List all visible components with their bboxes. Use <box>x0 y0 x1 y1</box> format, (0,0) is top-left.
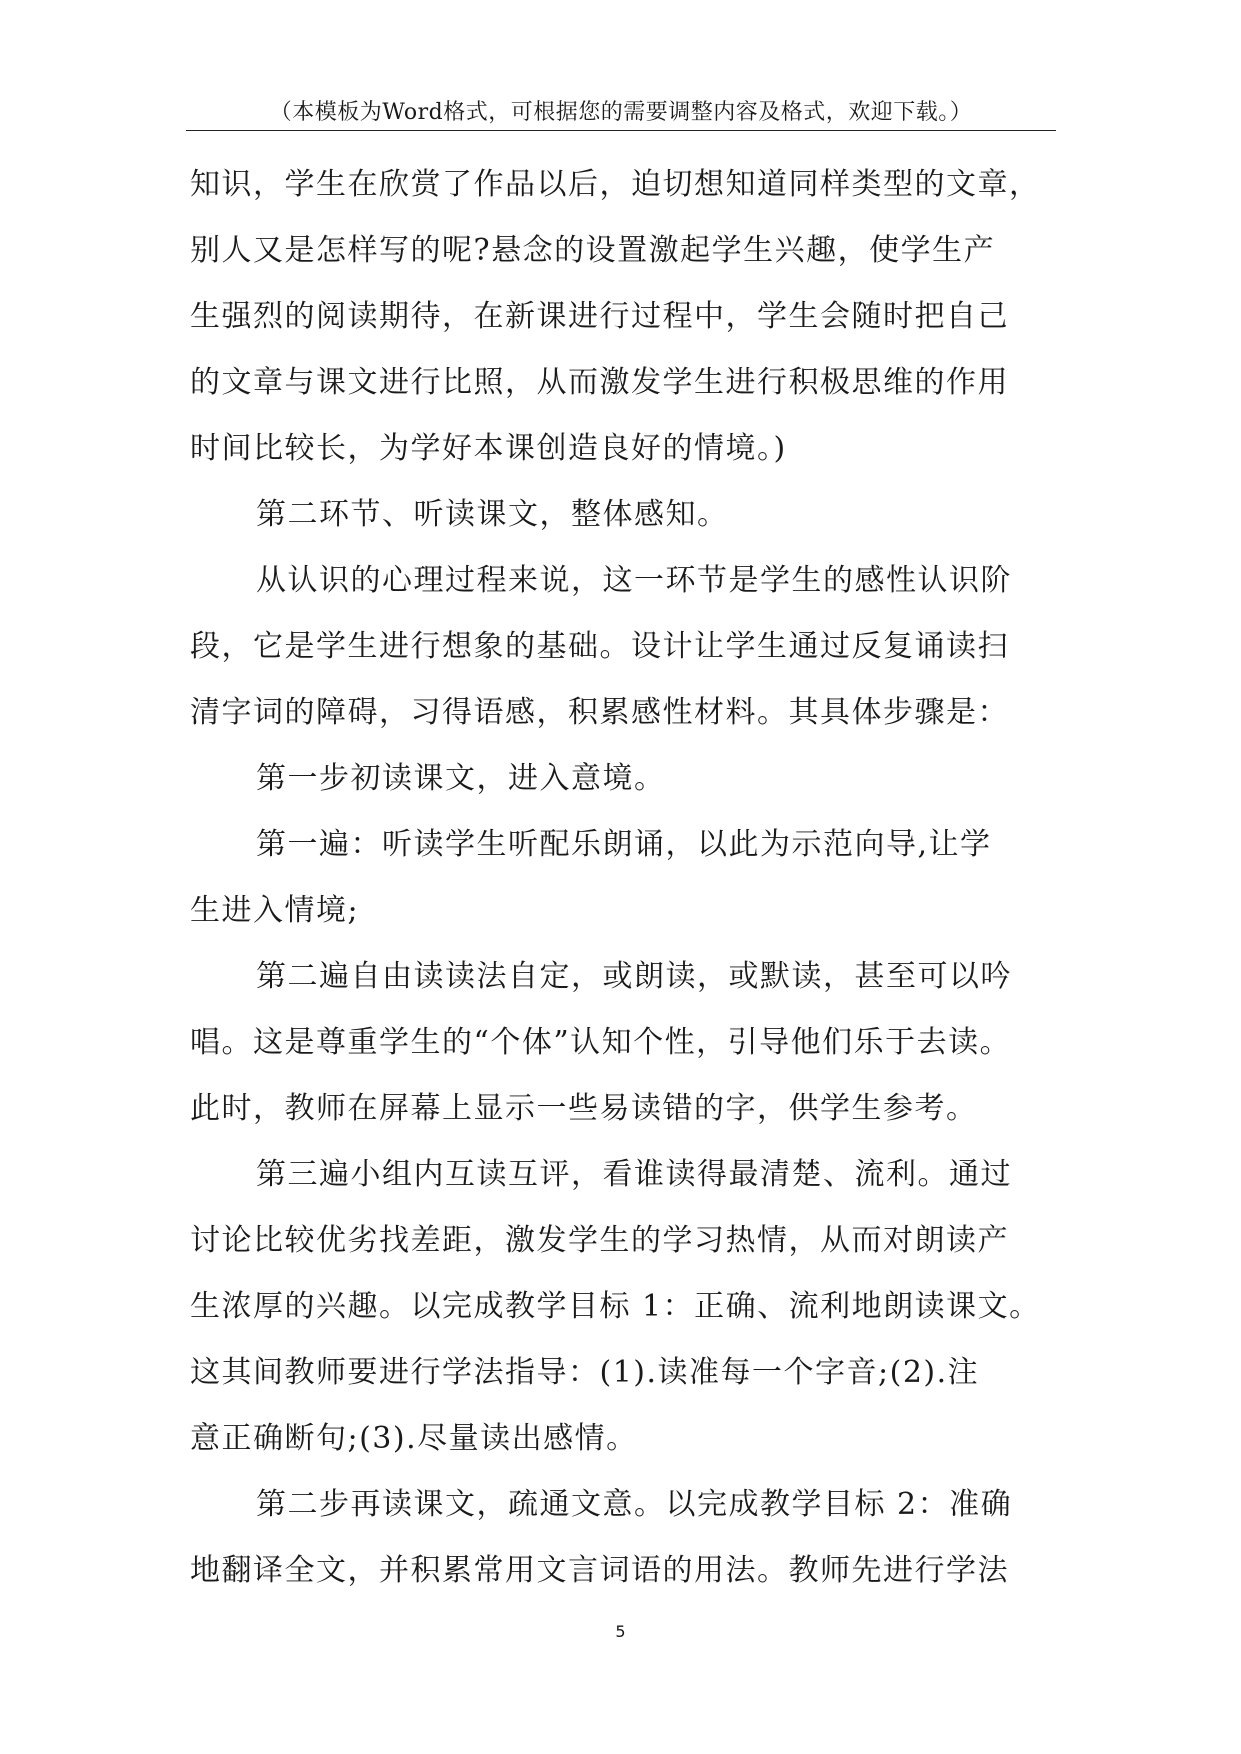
text-line: 时间比较长，为学好本课创造良好的情境。) <box>190 431 787 466</box>
text-line: 生强烈的阅读期待，在新课进行过程中，学生会随时把自己 <box>190 299 1009 334</box>
text-line: 生进入情境; <box>190 893 360 928</box>
text-line: 清字词的障碍，习得语感，积累感性材料。其具体步骤是： <box>190 695 1009 730</box>
text-line: 讨论比较优劣找差距，激发学生的学习热情，从而对朗读产 <box>190 1223 1009 1258</box>
header-divider <box>186 130 1056 131</box>
text-line: 唱。这是尊重学生的“个体”认知个性，引导他们乐于去读。 <box>190 1025 1012 1060</box>
page-header-note: （本模板为Word格式，可根据您的需要调整内容及格式，欢迎下载。） <box>269 100 973 125</box>
document-body <box>190 152 1052 1604</box>
text-line: 第二遍自由读读法自定，或朗读，或默读，甚至可以吟 <box>256 959 1012 994</box>
text-line: 生浓厚的兴趣。以完成教学目标 1：正确、流利地朗读课文。 <box>190 1289 1041 1324</box>
text-line: 意正确断句;(3).尽量读出感情。 <box>190 1421 638 1456</box>
text-line: 知识，学生在欣赏了作品以后，迫切想知道同样类型的文章， <box>190 167 1041 202</box>
text-line: 第二环节、听读课文，整体感知。 <box>256 497 729 532</box>
text-line: 从认识的心理过程来说，这一环节是学生的感性认识阶 <box>256 563 1012 598</box>
text-line: 的文章与课文进行比照，从而激发学生进行积极思维的作用 <box>190 365 1009 400</box>
text-line: 第一步初读课文，进入意境。 <box>256 761 666 796</box>
text-line: 第二步再读课文，疏通文意。以完成教学目标 2：准确 <box>256 1487 1013 1522</box>
text-line: 这其间教师要进行学法指导：(1).读准每一个字音;(2).注 <box>190 1355 980 1390</box>
text-line: 第一遍：听读学生听配乐朗诵，以此为示范向导,让学 <box>256 827 992 862</box>
text-line: 地翻译全文，并积累常用文言词语的用法。教师先进行学法 <box>190 1553 1009 1588</box>
text-line: 别人又是怎样写的呢?悬念的设置激起学生兴趣，使学生产 <box>190 233 996 268</box>
text-line: 段，它是学生进行想象的基础。设计让学生通过反复诵读扫 <box>190 629 1009 664</box>
page-number: 5 <box>615 1622 626 1641</box>
text-line: 第三遍小组内互读互评，看谁读得最清楚、流利。通过 <box>256 1157 1012 1192</box>
text-line: 此时，教师在屏幕上显示一些易读错的字，供学生参考。 <box>190 1091 978 1126</box>
